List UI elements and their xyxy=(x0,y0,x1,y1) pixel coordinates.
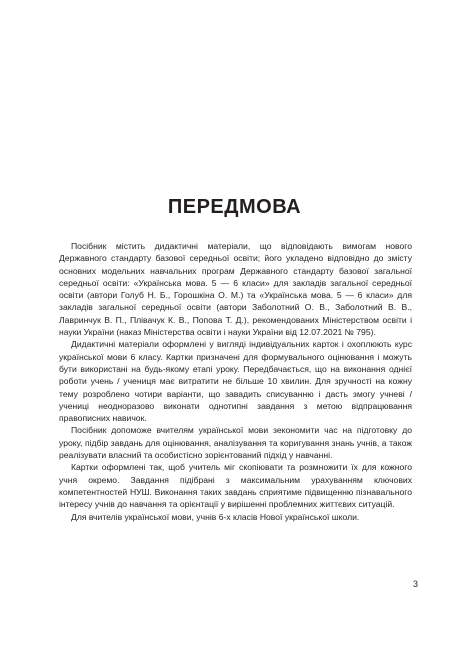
paragraph-4: Картки оформлені так, щоб учитель міг скопіювати та розмножити їх для кожного учня окремо. Завдання підібрані з максимальним урахуванням ключових компетентностей НУШ. Виконання таких завдань сприятиме підвищенню пізнавального інтересу учнів до навчання та орієнтації у вирішенні проблемних життєвих ситуацій. xyxy=(59,462,412,510)
paragraph-2: Дидактичні матеріали оформлені у вигляді індивідуальних карток і охоплюють курс української мови 6 класу. Картки призначені для формувального оцінювання і можуть бути використані на будь-якому етапі уроку. Передбачається, що на виконання однієї роботи учень / учениця має витратити не більше 10 хвилин. Для зручності на кожну тему розроблено чотири варіанти, що завадить списуванню і дасть змогу учневі / учениці неодноразово виконати однотипні завдання з метою відпрацювання правописних навичок. xyxy=(59,339,412,424)
paragraph-3: Посібник допоможе вчителям української мови зекономити час на підготовку до уроку, підбір завдань для оцінювання, аналізування та коригування знань учнів, а також реалізувати власний та особистісно зорієнтований підхід у навчанні. xyxy=(59,425,412,461)
page-number: 3 xyxy=(412,579,418,589)
paragraph-1: Посібник містить дидактичні матеріали, що відповідають вимогам нового Державного стандарту базової середньої освіти; його укладено відповідно до змісту основних модельних навчальних програм Державного стандарту базової загальної середньої освіти: «Українська мова. 5 — 6 класи» для закладів загальної середньої освіти (автори Голуб Н. Б., Горошкіна О. М.) та «Українська мова. 5 — 6 класи» для закладів загальної середньої освіти (автори Заболотний О. В., Заболотний В. В., Лавринчук В. П., Плівачук К. В., Попова Т. Д.), рекомендованих Міністерством освіти і науки України (наказ Міністерства освіти і науки України від 12.07.2021 № 795). xyxy=(59,241,412,338)
preface-body xyxy=(59,240,412,523)
page-title: ПЕРЕДМОВА xyxy=(167,196,302,218)
paragraph-5: Для вчителів української мови, учнів 6-х класів Нової української школи. xyxy=(71,511,360,522)
